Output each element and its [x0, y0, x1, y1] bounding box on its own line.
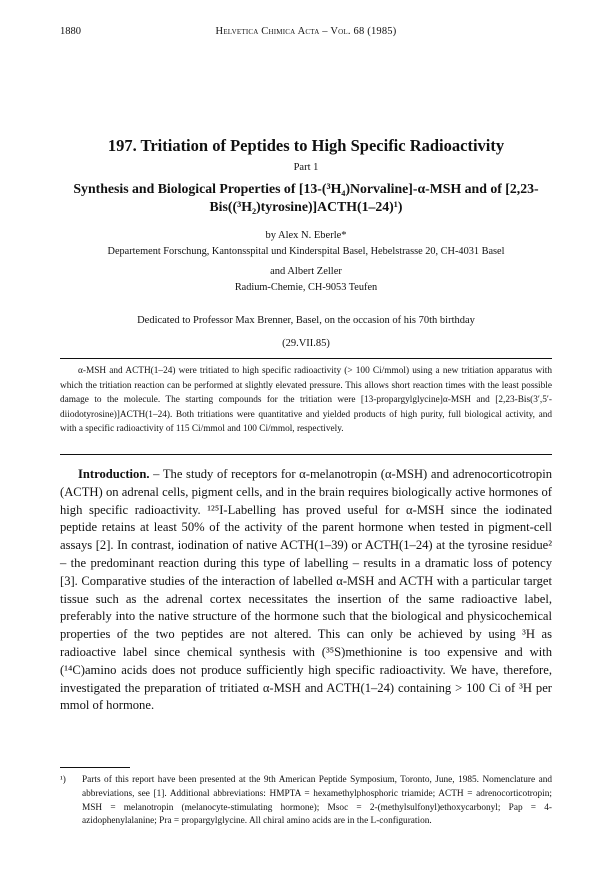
- affiliation-2: Radium-Chemie, CH-9053 Teufen: [234, 282, 378, 293]
- introduction-heading: Introduction.: [78, 467, 150, 481]
- abstract-bottom-rule: [60, 454, 552, 455]
- received-date: (29.VII.85): [282, 338, 330, 349]
- page-number: 1880: [60, 26, 81, 37]
- journal-title: Helvetica Chimica Acta – Vol. 68 (1985): [215, 26, 397, 37]
- footnote-text: Parts of this report have been presented at the 9th American Peptide Symposium, Toronto, June, 1985. Nomenclature and abbreviations, see [1]. Additional abbreviations: HMPTA = hexamethylphosphoric triamide; ACTH = adrenocorticotropin; MSH = melanotropin (melanocyte-stimulating hormone); Msoc = 2-(methylsulfonyl)ethoxycarbonyl; Pap = 4-azidophenylalanine; Pra = propargylglycine. All chiral amino acids are in the L-configuration.: [82, 775, 552, 827]
- author-line-1: by Alex N. Eberle*: [265, 230, 347, 241]
- article-title: 197. Tritiation of Peptides to High Specific Radioactivity: [107, 136, 505, 155]
- dedication: Dedicated to Professor Max Brenner, Basel, on the occasion of his 70th birthday: [137, 315, 475, 326]
- abstract-text: α-MSH and ACTH(1–24) were tritiated to high specific radioactivity (> 100 Ci/mmol) using a new tritiation apparatus with which the tritiation reaction can be performed at slightly elevated pressure. This allows short reaction times with the least possible damage to the molecule. The starting compounds for the tritiation were [13-propargylglycine]α-MSH and [2,23-Bis(3′,5′-diiodotyrosine)]ACTH(1–24). Both tritiations were quantitative and yielded products of high purity, full biological activity, and with a specific radioactivity of 115 Ci/mmol and 100 Ci/mmol, respectively.: [60, 366, 552, 435]
- footnote: [60, 774, 552, 829]
- abstract: [60, 364, 552, 437]
- author-line-2: and Albert Zeller: [270, 266, 342, 277]
- affiliation-1: Departement Forschung, Kantonsspital und Kinderspital Basel, Hebelstrasse 20, CH-4031 Basel: [107, 246, 505, 257]
- introduction-text: – The study of receptors for α-melanotropin (α-MSH) and adrenocorticotropin (ACTH) on adrenal cells, pigment cells, and in the brain requires biologically active hormones of high specific radioactivity. ¹²⁵I-Labelling has proved useful for α-MSH since the iodinated peptide retains at least 50% of the activity of the parent hormone when tested in pigment-cell assays [2]. In contrast, iodination of native ACTH(1–39) or ACTH(1–24) at the tyrosine residue² – the predominant reaction during this type of labelling – results in a dramatic loss of potency [3]. Comparative studies of the interaction of labelled α-MSH and ACTH with a particular target tissue such as the adrenal cortex necessitates the insertion of the same radioactive label, preferably into the native structure of the hormone such that the biological and physicochemical properties of the two peptides are not altered. This can only be achieved by using ³H as radioactive label since chemical synthesis with (³⁵S)methionine is too expensive and with (¹⁴C)amino acids does not produce sufficiently high specific radioactivity. We have, therefore, investigated the preparation of tritiated α-MSH and ACTH(1–24) containing > 100 Ci of ³H per mmol of hormone.: [60, 467, 552, 713]
- footnote-marker: ¹): [60, 775, 66, 785]
- article-part: Part 1: [293, 162, 319, 173]
- introduction-section: [60, 466, 552, 715]
- footnote-rule: [60, 767, 130, 768]
- article-subtitle: Synthesis and Biological Properties of [13-(³H₄)Norvaline]-α-MSH and of [2,23-Bis((³H₂)tyrosine)]ACTH(1–24)¹): [73, 181, 539, 214]
- abstract-top-rule: [60, 358, 552, 359]
